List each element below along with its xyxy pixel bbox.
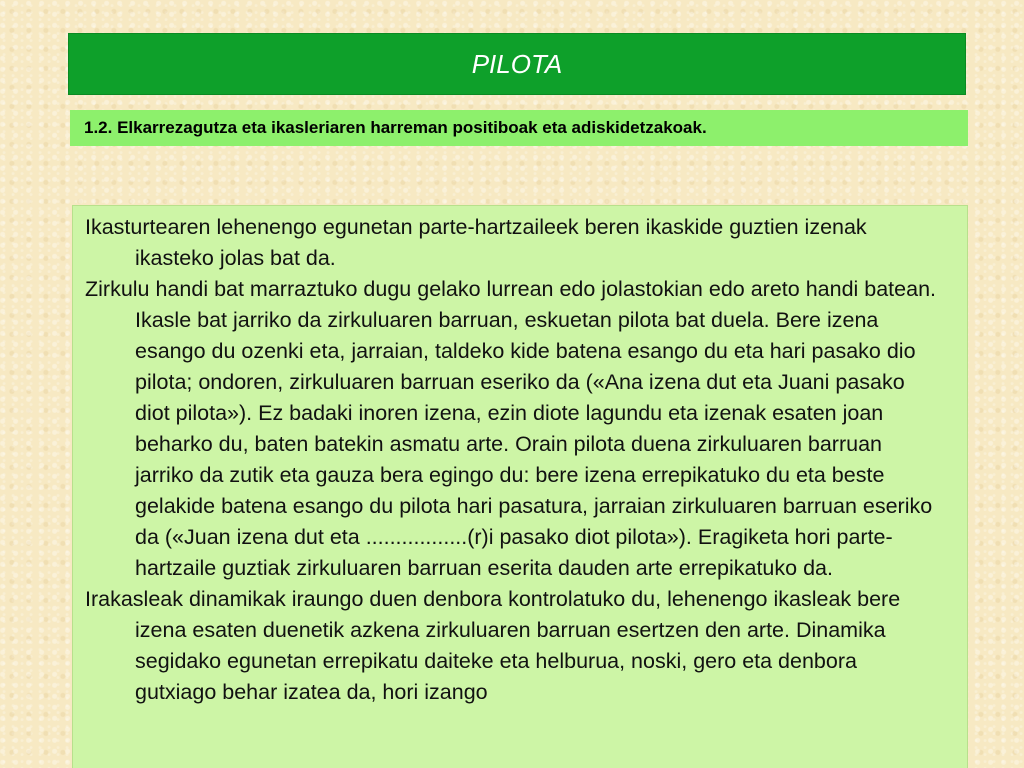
title-banner <box>68 33 966 95</box>
paragraph-rules: Zirkulu handi bat marraztuko dugu gelako lurrean edo jolastokian edo areto handi batean. Ikasle bat jarriko da zirkuluaren barruan, eskuetan pilota bat duela. Bere izena esango du ozenki eta, jarraian, taldeko kide batena esango du eta hari pasako dio pilota; ondoren, zirkuluaren barruan eseriko da («Ana izena dut eta Juani pasako diot pilota»). Ez badaki inoren izena, ezin diote lagundu eta izenak esaten joan beharko du, baten batekin asmatu arte. Orain pilota duena zirkuluaren barruan jarriko da zutik eta gauza bera egingo du: bere izena errepikatuko du eta beste gelakide batena esango du pilota hari pasatura, jarraian zirkuluaren barruan eseriko da («Juan izena dut eta .................(r)i pasako diot pilota»). Eragiketa hori parte-hartzaile guztiak zirkuluaren barruan eserita dauden arte errepikatuko da. <box>85 277 937 580</box>
paragraph-intro: Ikasturtearen lehenengo egunetan parte-hartzaileek beren ikaskide guztien izenak ikasteko jolas bat da. <box>85 215 867 270</box>
slide-subtitle: 1.2. Elkarrezagutza eta ikasleriaren harreman positiboak eta adiskidetzakoak. <box>84 118 707 137</box>
slide-title: PILOTA <box>471 48 563 79</box>
content-box <box>72 205 968 768</box>
paragraph-timing: Irakasleak dinamikak iraungo duen denbora kontrolatuko du, lehenengo ikasleak bere izena esaten duenetik azkena zirkuluaren barruan esertzen den arte. Dinamika segidako egunetan errepikatu daiteke eta helburua, noski, gero eta denbora gutxiago behar izatea da, hori izango <box>85 587 901 704</box>
subtitle-banner <box>70 110 968 146</box>
